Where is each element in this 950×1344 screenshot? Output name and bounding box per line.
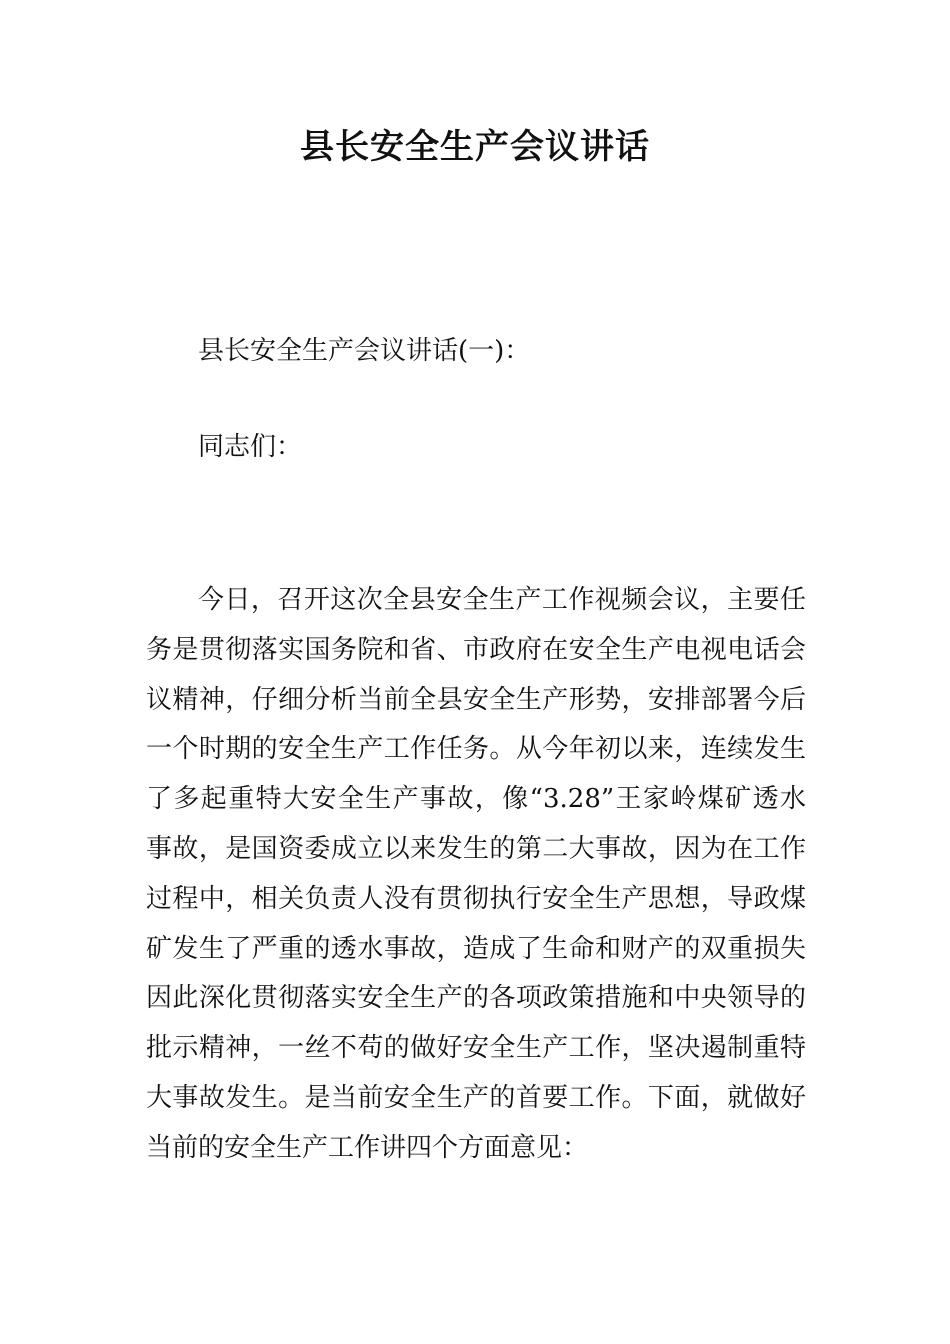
body-line-4: 一个时期的安全生产工作任务。从今年初以来，连续发生 <box>146 734 806 765</box>
body-paragraph <box>146 582 806 1180</box>
body-line-8: 矿发生了严重的透水事故，造成了生命和财产的双重损失 <box>146 933 806 964</box>
body-line-11: 大事故发生。是当前安全生产的首要工作。下面，就做好 <box>146 1082 806 1113</box>
body-line-3: 议精神，仔细分析当前全县安全生产形势，安排部署今后 <box>146 684 806 715</box>
body-line-6: 事故，是国资委成立以来发生的第二大事故，因为在工作 <box>146 833 806 864</box>
body-line-7: 过程中，相关负责人没有贯彻执行安全生产思想，导政煤 <box>146 883 806 914</box>
body-line-5: 了多起重特大安全生产事故，像“3.28”王家岭煤矿透水 <box>146 784 806 815</box>
body-line-10: 批示精神，一丝不苟的做好安全生产工作，坚决遏制重特 <box>146 1033 806 1064</box>
body-line-2: 务是贯彻落实国务院和省、市政府在安全生产电视电话会 <box>146 634 806 665</box>
body-line-12: 当前的安全生产工作讲四个方面意见： <box>146 1132 589 1163</box>
body-line-1: 今日，召开这次全县安全生产工作视频会议，主要任 <box>198 585 806 615</box>
document-title: 县长安全生产会议讲话 <box>300 127 650 167</box>
greeting-text: 同志们： <box>198 432 303 462</box>
body-line-9: 因此深化贯彻落实安全生产的各项政策措施和中央领导的 <box>146 983 806 1014</box>
section-subtitle: 县长安全生产会议讲话(一)： <box>198 336 531 366</box>
